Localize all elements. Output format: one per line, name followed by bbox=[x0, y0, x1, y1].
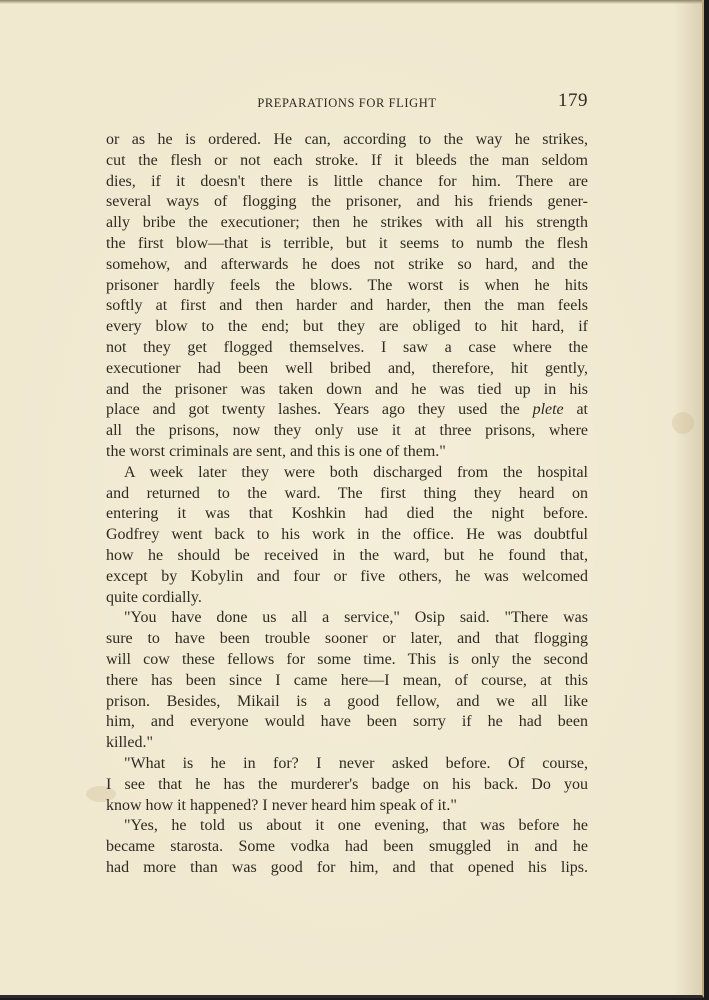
text-line: became starosta. Some vodka had been smuggled in and he bbox=[106, 838, 588, 856]
running-head: PREPARATIONS FOR FLIGHT bbox=[257, 96, 437, 110]
text-line: dies, if it doesn't there is little chance for him. There are bbox=[106, 172, 588, 190]
text-line: "What is he in for? I never asked before. Of course, bbox=[124, 754, 588, 772]
text-line: all the prisons, now they only use it at three prisons, where bbox=[106, 422, 588, 440]
page-top-edge bbox=[0, 0, 702, 4]
text-line: Godfrey went back to his work in the office. He was doubtful bbox=[106, 526, 588, 544]
text-line: entering it was that Koshkin had died the night before. bbox=[106, 505, 588, 523]
text-line: killed." bbox=[106, 734, 153, 752]
text-line: A week later they were both discharged from the hospital bbox=[124, 463, 588, 481]
text-line-part: at bbox=[563, 401, 588, 419]
text-line: the first blow—that is terrible, but it seems to numb the flesh bbox=[106, 234, 588, 252]
text-line: sure to have been trouble sooner or later, and that flogging bbox=[106, 630, 588, 648]
page-stain bbox=[672, 412, 694, 434]
text-line: except by Kobylin and four or five others, he was welcomed bbox=[106, 567, 588, 585]
text-line: softly at first and then harder and harder, then the man feels bbox=[106, 297, 588, 315]
text-line: quite cordially. bbox=[106, 588, 202, 606]
text-line: executioner had been well bribed and, therefore, hit gently, bbox=[106, 359, 588, 377]
text-line: several ways of flogging the prisoner, and his friends gener- bbox=[106, 193, 588, 211]
text-line: somehow, and afterwards he does not strike so hard, and the bbox=[106, 255, 588, 273]
text-line: him, and everyone would have been sorry if he had been bbox=[106, 713, 588, 731]
text-line: "You have done us all a service," Osip said. "There was bbox=[124, 609, 588, 627]
text-line: know how it happened? I never heard him speak of it." bbox=[106, 796, 457, 814]
page-number: 179 bbox=[558, 90, 588, 111]
text-line: prison. Besides, Mikail is a good fellow, and we all like bbox=[106, 692, 588, 710]
paragraph bbox=[106, 130, 588, 463]
text-line-part: place and got twenty lashes. Years ago they used the bbox=[106, 401, 520, 419]
text-line: will cow these fellows for some time. This is only the second bbox=[106, 650, 588, 668]
body-text bbox=[106, 130, 588, 879]
page-header bbox=[106, 90, 588, 114]
paragraph bbox=[106, 463, 588, 609]
text-line: had more than was good for him, and that opened his lips. bbox=[106, 858, 588, 876]
text-line: how he should be received in the ward, but he found that, bbox=[106, 546, 588, 564]
text-line: and the prisoner was taken down and he was tied up in his bbox=[106, 380, 588, 398]
text-line: the worst criminals are sent, and this is one of them." bbox=[106, 442, 446, 460]
italic-word: plete bbox=[532, 401, 564, 419]
text-line: prisoner hardly feels the blows. The worst is when he hits bbox=[106, 276, 588, 294]
text-line: ally bribe the executioner; then he strikes with all his strength bbox=[106, 214, 588, 232]
text-line: there has been since I came here—I mean, of course, at this bbox=[106, 671, 588, 689]
text-line: or as he is ordered. He can, according to the way he strikes, bbox=[106, 131, 588, 148]
text-line: I see that he has the murderer's badge on his back. Do you bbox=[106, 775, 588, 793]
text-line: and returned to the ward. The first thing they heard on bbox=[106, 484, 588, 502]
paragraph bbox=[106, 754, 588, 816]
text-line-with-italic bbox=[106, 400, 588, 421]
text-line: "Yes, he told us about it one evening, that was before he bbox=[124, 817, 588, 835]
paragraph bbox=[106, 816, 588, 878]
text-line: not they get flogged themselves. I saw a case where the bbox=[106, 338, 588, 356]
paragraph bbox=[106, 608, 588, 754]
text-line: every blow to the end; but they are obliged to hit hard, if bbox=[106, 318, 588, 336]
text-line: cut the flesh or not each stroke. If it bleeds the man seldom bbox=[106, 151, 588, 169]
